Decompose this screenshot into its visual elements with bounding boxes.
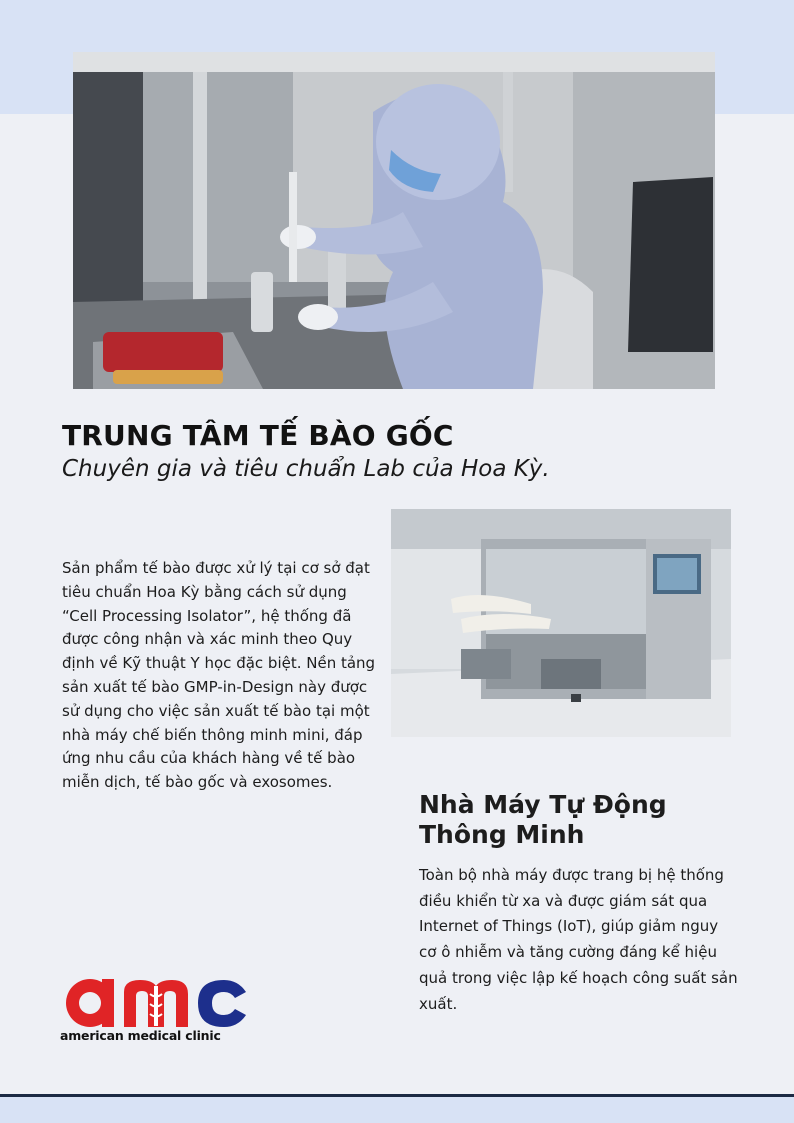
amc-logo — [60, 972, 262, 1050]
smart-factory-heading: Nhà Máy Tự Động Thông Minh — [419, 790, 667, 849]
page-subtitle: Chuyên gia và tiêu chuẩn Lab của Hoa Kỳ. — [62, 456, 550, 482]
smart-factory-paragraph: Toàn bộ nhà máy được trang bị hệ thống điều khiển từ xa và được giám sát qua Internet of Things (IoT), giúp giảm nguy cơ ô nhiễm và tăng cường đáng kể hiệu quả trong việc lập kế hoạch công suất sản xuất. — [419, 866, 738, 1013]
cell-processing-isolator-photo — [391, 509, 731, 737]
bottom-accent-band — [0, 1094, 794, 1123]
page-title: TRUNG TÂM TẾ BÀO GỐC — [62, 419, 454, 452]
intro-paragraph: Sản phẩm tế bào được xử lý tại cơ sở đạt tiêu chuẩn Hoa Kỳ bằng cách sử dụng “Cell Processing Isolator”, hệ thống đã được công nhận và xác minh theo Quy định về Kỹ thuật Y học đặc biệt. Nền tảng sản xuất tế bào GMP-in-Design này được sử dụng cho việc sản xuất tế bào tại một nhà máy chế biến thông minh mini, đáp ứng nhu cầu của khách hàng về tế bào miễn dịch, tế bào gốc và exosomes. — [62, 559, 376, 792]
amc-logo-mark — [60, 972, 262, 1028]
lab-technician-photo — [73, 52, 715, 389]
logo-tagline: american medical clinic — [60, 1028, 221, 1043]
